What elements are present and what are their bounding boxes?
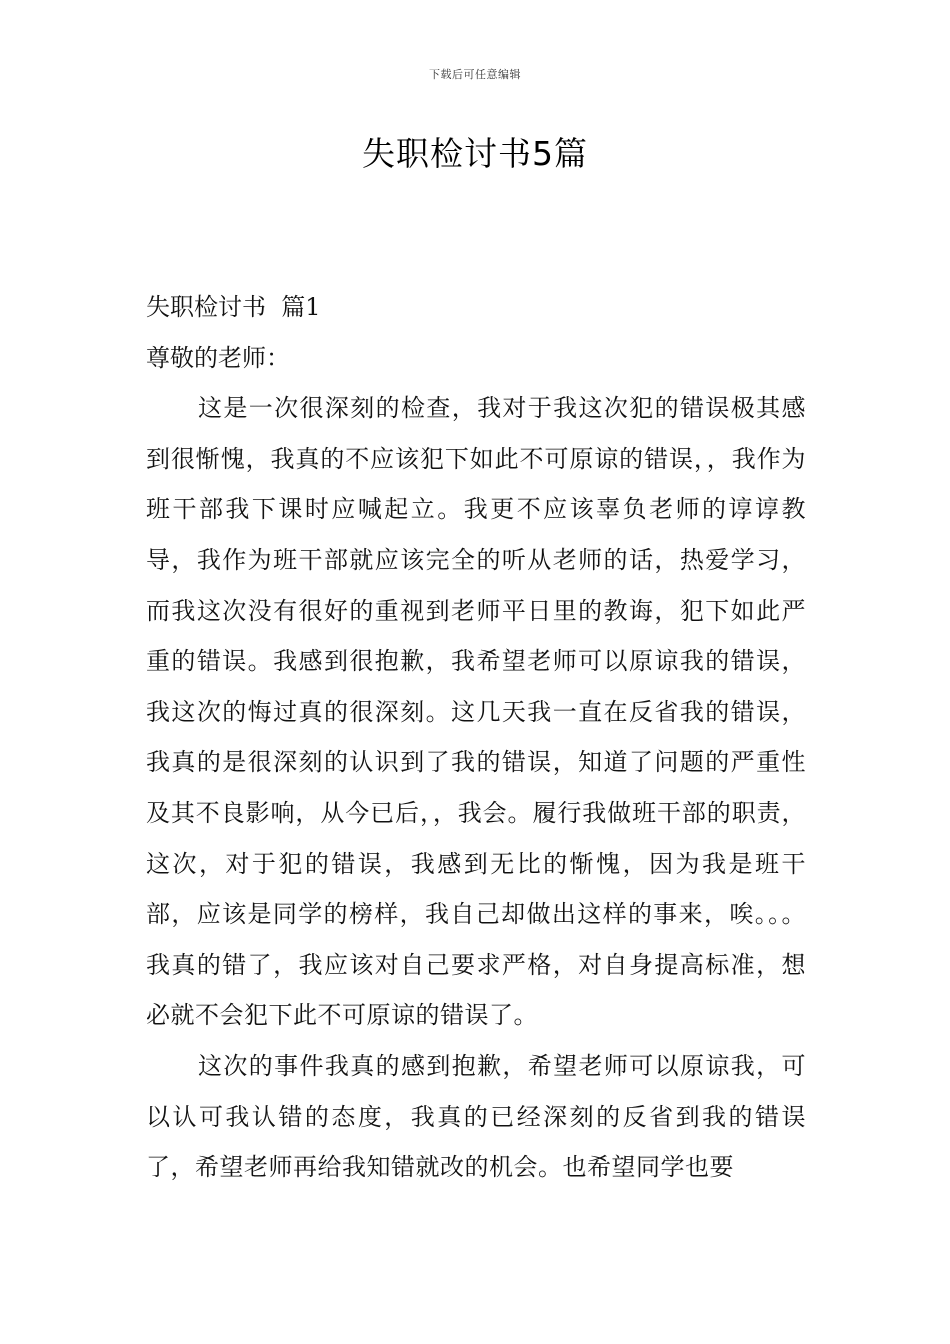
paragraph-1: 这是一次很深刻的检查，我对于我这次犯的错误极其感到很惭愧，我真的不应该犯下如此不可原谅的错误，，我作为班干部我下课时应喊起立。我更不应该辜负老师的谆谆教导，我作为班干部就应该完全的听从老师的话，热爱学习，而我这次没有很好的重视到老师平日里的教诲，犯下如此严重的错误。我感到很抱歉，我希望老师可以原谅我的错误，我这次的悔过真的很深刻。这几天我一直在反省我的错误，我真的是很深刻的认识到了我的错误，知道了问题的严重性及其不良影响，从今已后，，我会。履行我做班干部的职责，这次，对于犯的错误，我感到无比的惭愧，因为我是班干部，应该是同学的榜样，我自己却做出这样的事来，唉。。。我真的错了，我应该对自己要求严格，对自身提高标准，想必就不会犯下此不可原谅的错误了。 <box>146 394 806 1030</box>
section-heading: 失职检讨书 篇1 <box>146 293 321 321</box>
document-body <box>146 282 806 1193</box>
salutation: 尊敬的老师： <box>146 343 290 372</box>
paragraph-2: 这次的事件我真的感到抱歉，希望老师可以原谅我，可以认可我认错的态度，我真的已经深刻的反省到我的错误了，希望老师再给我知错就改的机会。也希望同学也要 <box>146 1051 806 1182</box>
header-note: 下载后可任意编辑 <box>429 68 521 81</box>
document-title: 失职检讨书5篇 <box>362 134 588 173</box>
